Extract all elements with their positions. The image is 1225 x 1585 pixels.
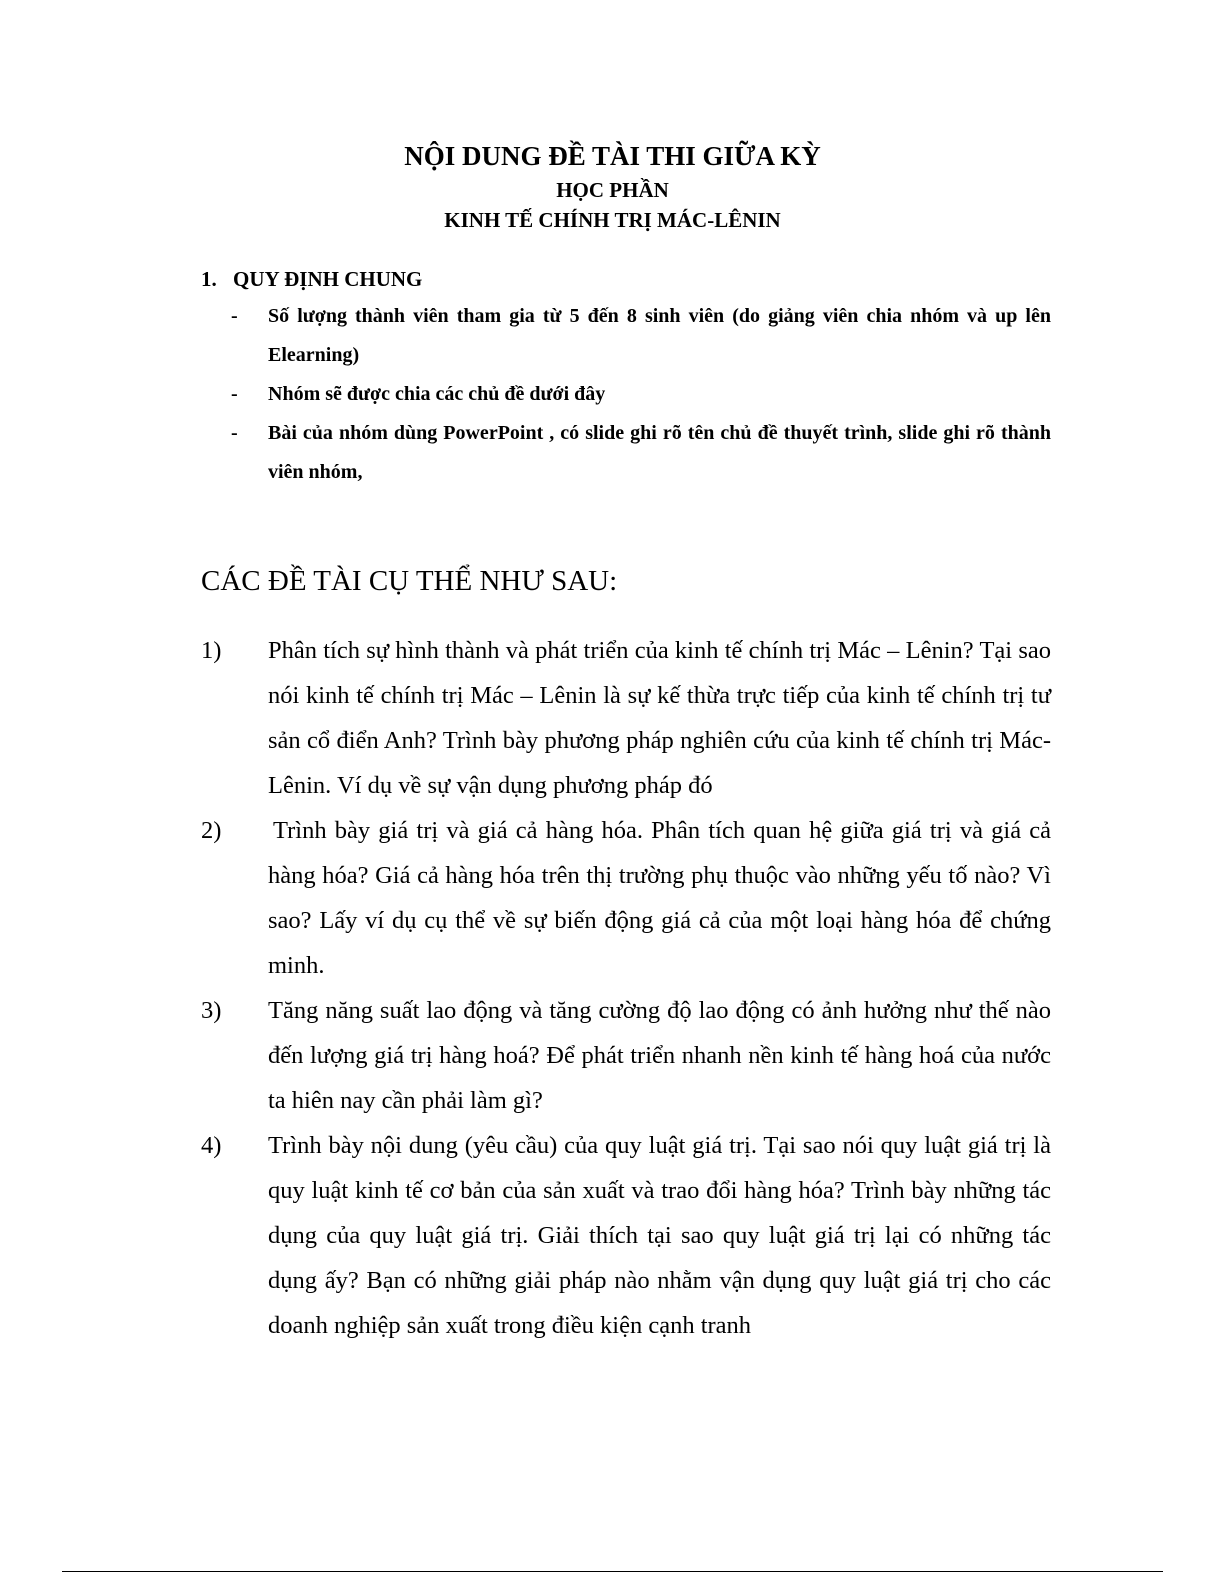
topic-number: 2) bbox=[201, 817, 222, 844]
topic-text: Trình bày giá trị và giá cả hàng hóa. Phân tích quan hệ giữa giá trị và giá cả hàng hóa? Giá cả hàng hóa trên thị trường phụ thuộc vào những yếu tố nào? Vì sao? Lấy ví dụ cụ thể về sự biến động giá cả của một loại hàng hóa để chứng minh. bbox=[268, 817, 1051, 979]
bullet-dash: - bbox=[231, 422, 238, 444]
bullet-dash: - bbox=[231, 305, 238, 327]
topic-item bbox=[201, 808, 1051, 988]
course-name: KINH TẾ CHÍNH TRỊ MÁC-LÊNIN bbox=[444, 208, 781, 232]
rules-list bbox=[231, 297, 1051, 492]
topic-text: Tăng năng suất lao động và tăng cường độ lao động có ảnh hưởng như thế nào đến lượng giá trị hàng hoá? Để phát triển nhanh nền kinh tế hàng hoá của nước ta hiên nay cần phải làm gì? bbox=[268, 997, 1051, 1114]
section-number: 1. bbox=[201, 267, 217, 291]
rule-item bbox=[231, 297, 1051, 375]
rule-item bbox=[231, 375, 1051, 414]
rule-text: Số lượng thành viên tham gia từ 5 đến 8 sinh viên (do giảng viên chia nhóm và up lên Elearning) bbox=[268, 305, 1051, 366]
topic-text: Trình bày nội dung (yêu cầu) của quy luật giá trị. Tại sao nói quy luật giá trị là quy luật kinh tế cơ bản của sản xuất và trao đổi hàng hóa? Trình bày những tác dụng của quy luật giá trị. Giải thích tại sao quy luật giá trị lại có những tác dụng ấy? Bạn có những giải pháp nào nhằm vận dụng quy luật giá trị cho các doanh nghiệp sản xuất trong điều kiện cạnh tranh bbox=[268, 1132, 1051, 1339]
document-subtitle: HỌC PHẦN bbox=[556, 178, 669, 202]
rule-item bbox=[231, 414, 1051, 492]
topic-item bbox=[201, 628, 1051, 808]
topic-text: Phân tích sự hình thành và phát triển của kinh tế chính trị Mác – Lênin? Tại sao nói kinh tế chính trị Mác – Lênin là sự kế thừa trực tiếp của kinh tế chính trị tư sản cổ điển Anh? Trình bày phương pháp nghiên cứu của kinh tế chính trị Mác-Lênin. Ví dụ về sự vận dụng phương pháp đó bbox=[268, 637, 1051, 799]
topic-item bbox=[201, 988, 1051, 1123]
rule-text: Nhóm sẽ được chia các chủ đề dưới đây bbox=[268, 383, 606, 405]
rule-text: Bài của nhóm dùng PowerPoint , có slide ghi rõ tên chủ đề thuyết trình, slide ghi rõ thành viên nhóm, bbox=[268, 422, 1051, 483]
bullet-dash: - bbox=[231, 383, 238, 405]
topics-list bbox=[201, 628, 1051, 1348]
topic-number: 1) bbox=[201, 637, 222, 664]
topics-heading: CÁC ĐỀ TÀI CỤ THỂ NHƯ SAU: bbox=[201, 565, 618, 597]
document-title: NỘI DUNG ĐỀ TÀI THI GIỮA KỲ bbox=[404, 141, 821, 171]
page-bottom-rule bbox=[62, 1571, 1163, 1572]
section-general-rules-heading bbox=[201, 265, 422, 293]
section-heading-text: QUY ĐỊNH CHUNG bbox=[233, 267, 423, 291]
topic-item bbox=[201, 1123, 1051, 1348]
topic-number: 4) bbox=[201, 1132, 222, 1159]
topic-number: 3) bbox=[201, 997, 222, 1024]
